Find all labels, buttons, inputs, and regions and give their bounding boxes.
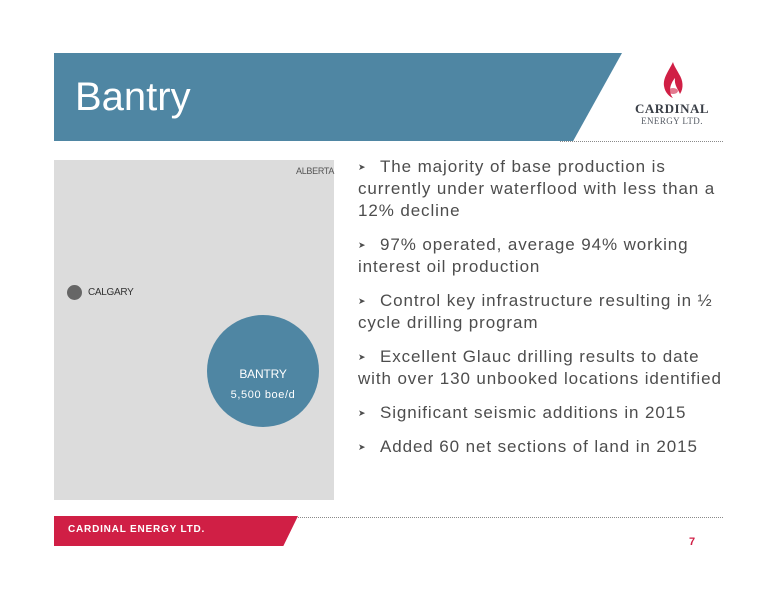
page-number: 7 [689, 536, 696, 548]
arrow-bullet-icon: ➤ [358, 408, 366, 418]
bullet-item [358, 436, 728, 458]
bullet-item [358, 290, 728, 334]
asset-production: 5,500 boe/d [230, 389, 296, 401]
bullet-item [358, 402, 728, 424]
logo-subtitle: ENERGY LTD. [641, 116, 703, 126]
footer-company: CARDINAL ENERGY LTD. [68, 524, 206, 535]
city-label: CALGARY [88, 287, 134, 298]
slide-title: Bantry [75, 75, 191, 119]
bullet-text: The majority of base production is currently under waterflood with less than a 12% decline [358, 157, 716, 220]
arrow-bullet-icon: ➤ [358, 296, 366, 306]
header-divider [560, 141, 723, 142]
arrow-bullet-icon: ➤ [358, 352, 366, 362]
arrow-bullet-icon: ➤ [358, 162, 366, 172]
arrow-bullet-icon: ➤ [358, 442, 366, 452]
bullet-text: Control key infrastructure resulting in ½ cycle drilling program [358, 291, 713, 332]
bullet-text: Excellent Glauc drilling results to date with over 130 unbooked locations identified [358, 347, 722, 388]
map-region-label: ALBERTA [296, 166, 335, 176]
arrow-bullet-icon: ➤ [358, 240, 366, 250]
city-marker [67, 285, 82, 300]
bullet-item [358, 234, 728, 278]
bullet-text: Added 60 net sections of land in 2015 [380, 437, 698, 456]
logo-wordmark: CARDINAL [634, 101, 710, 116]
bullet-item [358, 156, 728, 222]
bullet-list [358, 156, 728, 470]
bullet-text: Significant seismic additions in 2015 [380, 403, 687, 422]
bullet-item [358, 346, 728, 390]
bullet-text: 97% operated, average 94% working interest oil production [358, 235, 689, 276]
footer-divider [295, 517, 723, 518]
asset-name: BANTRY [239, 367, 287, 381]
